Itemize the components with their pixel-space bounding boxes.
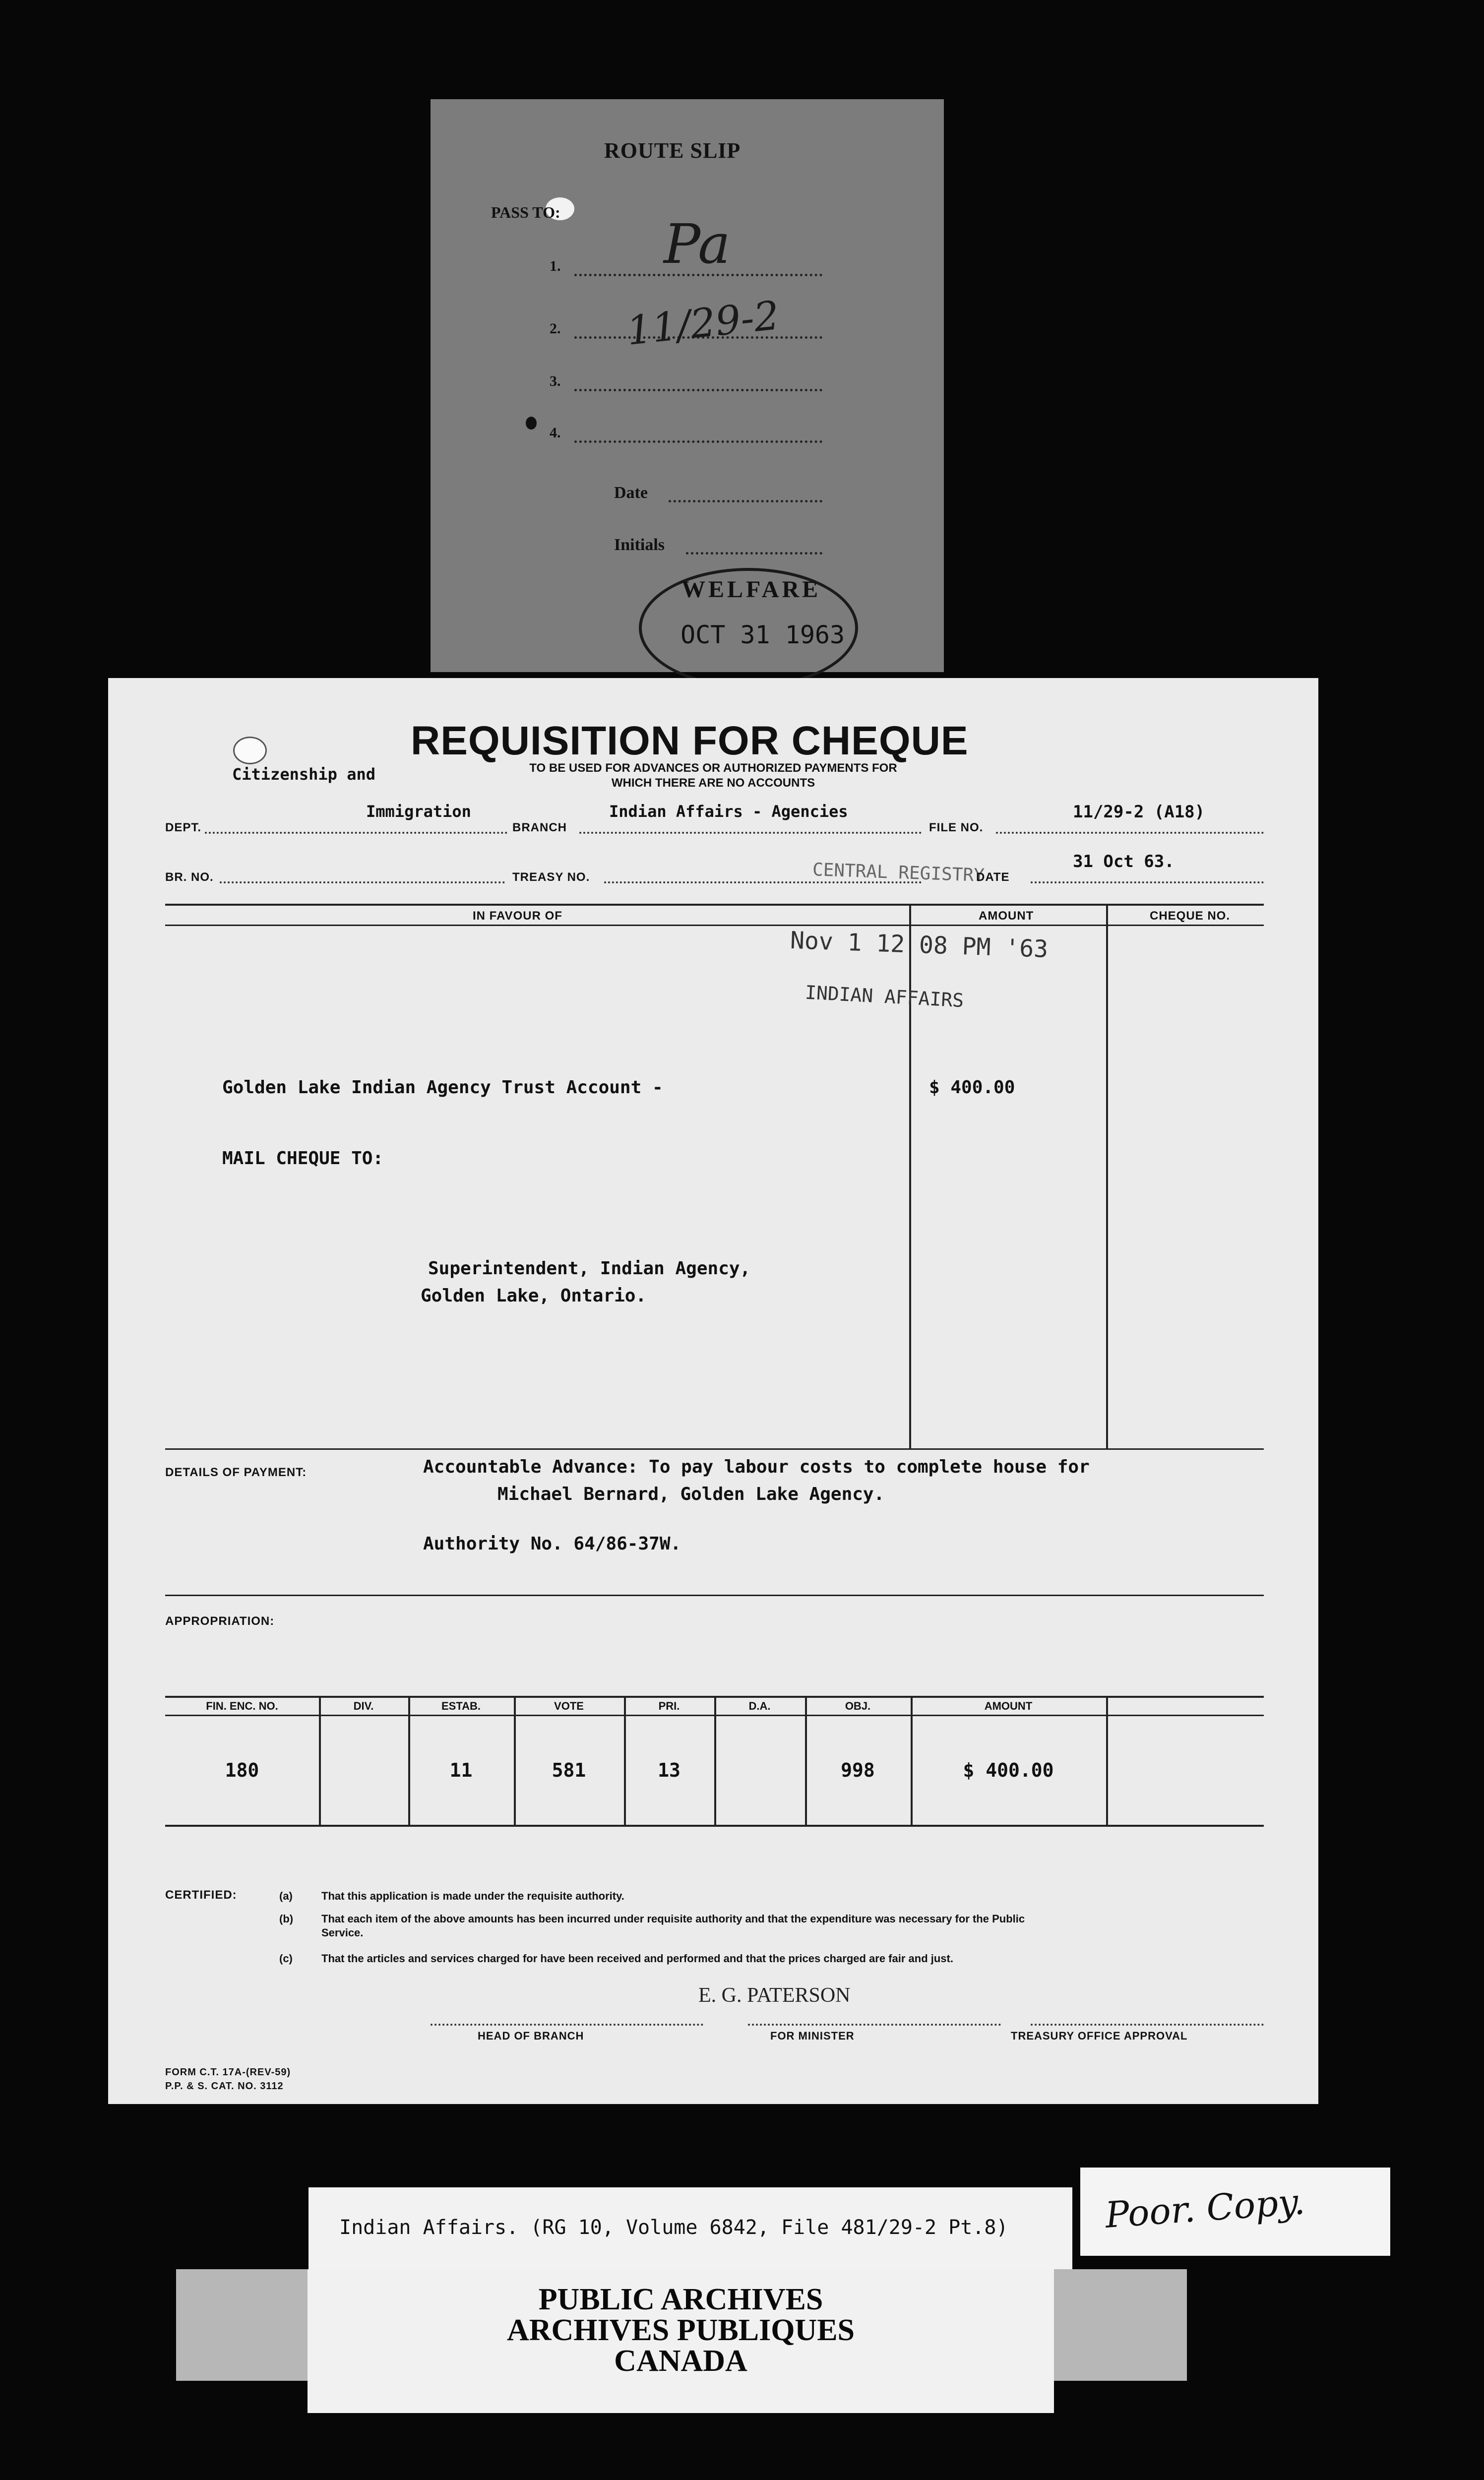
- certified-mark: (a): [279, 1890, 293, 1902]
- signature-stamp: E. G. PATERSON: [698, 1984, 851, 2007]
- dept-value: Immigration: [366, 802, 471, 821]
- stamp-department: WELFARE: [681, 576, 821, 603]
- route-line-number: 3.: [550, 373, 561, 389]
- payee: Golden Lake Indian Agency Trust Account -: [222, 1077, 663, 1098]
- details-of-payment: Accountable Advance: To pay labour costs to complete house for: [423, 1457, 1090, 1477]
- archive-reference-label: [309, 2187, 1072, 2269]
- poor-copy-note: [1080, 2168, 1390, 2256]
- head-of-branch-label: HEAD OF BRANCH: [478, 2030, 584, 2042]
- da-header: D.A.: [748, 1700, 771, 1712]
- certified-mark: (b): [279, 1913, 294, 1925]
- amount-value: $ 400.00: [963, 1759, 1054, 1781]
- public-archives-label: [308, 2269, 1054, 2413]
- br-no-label: BR. NO.: [165, 870, 214, 884]
- in-favour-of-header: IN FAVOUR OF: [473, 909, 562, 923]
- fin-enc-no-value: 180: [225, 1759, 259, 1781]
- table-top-rule: [165, 904, 1264, 906]
- details-of-payment-label: DETAILS OF PAYMENT:: [165, 1466, 307, 1479]
- received-date-stamp: Nov 1 12 08 PM '63: [790, 926, 1049, 964]
- archives-line: ARCHIVES PUBLIQUES: [506, 2313, 855, 2347]
- certified-mark: (c): [279, 1952, 293, 1965]
- form-subtitle: WHICH THERE ARE NO ACCOUNTS: [611, 776, 815, 790]
- fin-enc-no-header: FIN. ENC. NO.: [206, 1700, 278, 1712]
- received-dept-stamp: INDIAN AFFAIRS: [804, 981, 965, 1012]
- route-line-number: 1.: [550, 258, 561, 274]
- file-no-line: [996, 832, 1264, 834]
- route-date-label: Date: [614, 484, 648, 502]
- authority-number: Authority No. 64/86-37W.: [423, 1534, 681, 1554]
- pri-value: 13: [658, 1759, 680, 1781]
- route-slip-title: ROUTE SLIP: [604, 138, 741, 163]
- punch-hole: [233, 737, 267, 764]
- certified-text: That each item of the above amounts has been incurred under requisite authority and that the expenditure was necessary for the Public Service.: [321, 1913, 1025, 1939]
- file-no-label: FILE NO.: [929, 821, 984, 834]
- for-minister-label: FOR MINISTER: [770, 2030, 855, 2042]
- amount-column-divider: [909, 904, 911, 1449]
- pri-header: PRI.: [658, 1700, 680, 1712]
- branch-line: [579, 832, 922, 834]
- archives-line: PUBLIC ARCHIVES: [538, 2283, 823, 2316]
- table-header-rule: [165, 925, 1264, 926]
- branch-value: Indian Affairs - Agencies: [609, 802, 848, 821]
- route-initials-label: Initials: [614, 536, 665, 554]
- obj-header: OBJ.: [845, 1700, 871, 1712]
- handwritten-file-number: 11/29-2: [624, 292, 782, 354]
- appropriation-divider: [1106, 1696, 1108, 1826]
- certified-text: That the articles and services charged for have been received and performed and that the prices charged are fair and just.: [321, 1952, 953, 1965]
- dept-label: DEPT.: [165, 821, 202, 834]
- obj-value: 998: [841, 1759, 875, 1781]
- mail-cheque-to: MAIL CHEQUE TO:: [222, 1148, 384, 1169]
- treasy-no-label: TREASY NO.: [512, 870, 590, 884]
- date-line: [1031, 881, 1264, 883]
- estab-header: ESTAB.: [441, 1700, 481, 1712]
- details-of-payment: Michael Bernard, Golden Lake Agency.: [497, 1484, 885, 1504]
- route-date-line: [669, 500, 822, 502]
- mail-address: Superintendent, Indian Agency,: [428, 1258, 751, 1279]
- handwritten-initials: Pa: [664, 212, 731, 276]
- central-registry-stamp: CENTRAL REGISTRY: [812, 859, 985, 886]
- appropriation-rule: [165, 1595, 1264, 1596]
- route-line: [574, 389, 822, 391]
- for-minister-line: [748, 2024, 1001, 2026]
- form-title: REQUISITION FOR CHEQUE: [411, 718, 969, 763]
- cheque-column-divider: [1106, 904, 1108, 1449]
- appropriation-divider: [319, 1696, 321, 1826]
- form-code: P.P. & S. CAT. NO. 3112: [165, 2081, 284, 2092]
- form-code: FORM C.T. 17A-(REV-59): [165, 2067, 291, 2078]
- route-line: [574, 440, 822, 443]
- details-rule: [165, 1448, 1264, 1450]
- route-line-number: 4.: [550, 425, 561, 441]
- div-header: DIV.: [353, 1700, 374, 1712]
- treasury-approval-label: TREASURY OFFICE APPROVAL: [1011, 2030, 1188, 2042]
- branch-label: BRANCH: [512, 821, 567, 834]
- archives-line: CANADA: [614, 2344, 747, 2378]
- dept-value: Citizenship and: [232, 765, 375, 784]
- route-line-number: 2.: [550, 320, 561, 337]
- estab-value: 11: [449, 1759, 473, 1781]
- certified-text: That this application is made under the requisite authority.: [321, 1890, 624, 1902]
- br-no-line: [220, 881, 505, 883]
- stamp-date: OCT 31 1963: [680, 620, 845, 649]
- certified-label: CERTIFIED:: [165, 1888, 237, 1902]
- date-value: 31 Oct 63.: [1073, 852, 1175, 871]
- vote-value: 581: [552, 1759, 586, 1781]
- requisition-form: [108, 678, 1318, 2104]
- date-label: DATE: [976, 870, 1010, 884]
- punch-hole: [526, 417, 537, 430]
- appropriation-divider: [714, 1696, 716, 1826]
- appropriation-label: APPROPRIATION:: [165, 1614, 275, 1628]
- vote-header: VOTE: [554, 1700, 584, 1712]
- route-initials-line: [686, 552, 822, 555]
- head-of-branch-line: [431, 2024, 703, 2026]
- file-no-value: 11/29-2 (A18): [1073, 802, 1205, 822]
- cheque-no-header: CHEQUE NO.: [1150, 909, 1231, 923]
- amount-header: AMOUNT: [979, 909, 1034, 923]
- amount-header: AMOUNT: [984, 1700, 1033, 1712]
- dept-line: [205, 832, 507, 834]
- payee-amount: $ 400.00: [929, 1077, 1015, 1098]
- archive-reference: Indian Affairs. (RG 10, Volume 6842, File 481/29-2 Pt.8): [339, 2216, 1008, 2239]
- treasury-line: [1031, 2024, 1264, 2026]
- route-slip: [431, 99, 944, 672]
- poor-copy-text: Poor. Copy.: [1104, 2180, 1306, 2236]
- welfare-date-stamp: [639, 568, 858, 688]
- pass-to-label: PASS TO:: [491, 203, 560, 221]
- form-subtitle: TO BE USED FOR ADVANCES OR AUTHORIZED PAYMENTS FOR: [529, 761, 897, 775]
- mail-address: Golden Lake, Ontario.: [421, 1286, 647, 1306]
